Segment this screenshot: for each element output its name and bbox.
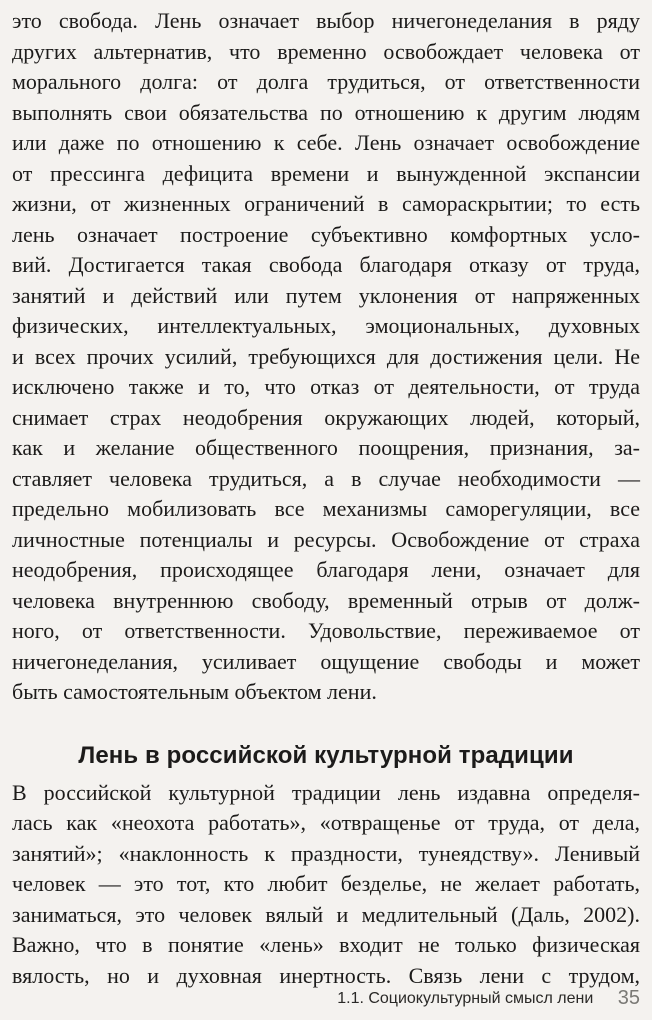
page-number: 35: [617, 987, 640, 1009]
text-line: ничегонеделания, усиливает ощущение свободы и может: [12, 648, 640, 674]
text-line: это свобода. Лень означает выбор ничегонеделания в ряду: [12, 8, 640, 33]
text-line: физических, интеллектуальных, эмоциональных, духовных: [12, 313, 640, 338]
running-footer-section: 1.1. Социокультурный смысл лени: [337, 990, 594, 1007]
text-line: личностные потенциалы и ресурсы. Освобождение от страха: [12, 526, 640, 552]
text-line: снимает страх неодобрения окружающих людей, который,: [12, 404, 640, 430]
text-line: других альтернатив, что временно освобождает человека от: [12, 38, 640, 64]
paragraph-2: [12, 778, 640, 992]
text-line: выполнять свои обязательства по отношению к другим людям: [12, 99, 640, 125]
text-line: человека внутреннюю свободу, временный отрыв от долж-: [12, 587, 640, 613]
text-line: неодобрения, происходящее благодаря лени, означает для: [12, 557, 640, 582]
text-line: вялость, но и духовная инертность. Связь лени с трудом,: [12, 962, 640, 988]
text-line: жизни, от жизненных ограничений в самораскрытии; то есть: [12, 191, 640, 216]
text-line: от прессинга дефицита времени и вынужденной экспансии: [12, 160, 640, 186]
text-line: вий. Достигается такая свобода благодаря отказу от труда,: [12, 252, 640, 277]
section-heading: Лень в российской культурной традиции: [78, 741, 574, 769]
text-line: занятий и действий или путем уклонения от напряженных: [12, 282, 640, 308]
text-line: как и желание общественного поощрения, признания, за-: [12, 435, 640, 460]
page-body: [12, 6, 640, 991]
text-line: лась как «неохота работать», «отвращенье от труда, от дела,: [12, 810, 640, 835]
text-line: Важно, что в понятие «лень» входит не только физическая: [12, 932, 640, 957]
text-line: человек — это тот, кто любит безделье, не желает работать,: [12, 871, 640, 896]
text-line: быть самостоятельным объектом лени.: [12, 679, 377, 704]
text-line: или даже по отношению к себе. Лень означает освобождение: [12, 130, 640, 155]
text-line: морального долга: от долга трудиться, от ответственности: [12, 69, 640, 94]
text-line: В российской культурной традиции лень издавна определя-: [12, 779, 640, 805]
paragraph-1: [12, 6, 640, 708]
text-line: занятий»; «наклонность к праздности, тунеядству». Ленивый: [12, 840, 640, 866]
text-line: и всех прочих усилий, требующихся для достижения цели. Не: [12, 343, 640, 369]
text-line: лень означает построение субъективно комфортных усло-: [12, 221, 640, 247]
text-line: заниматься, это человек вялый и медлительный (Даль, 2002).: [12, 901, 640, 927]
text-line: ного, от ответственности. Удовольствие, переживаемое от: [12, 618, 640, 643]
text-line: ставляет человека трудиться, а в случае необходимости —: [12, 465, 640, 491]
text-line: исключено также и то, что отказ от деятельности, от труда: [12, 374, 640, 399]
page-footer: [0, 986, 640, 1010]
text-line: предельно мобилизовать все механизмы саморегуляции, все: [12, 496, 640, 521]
